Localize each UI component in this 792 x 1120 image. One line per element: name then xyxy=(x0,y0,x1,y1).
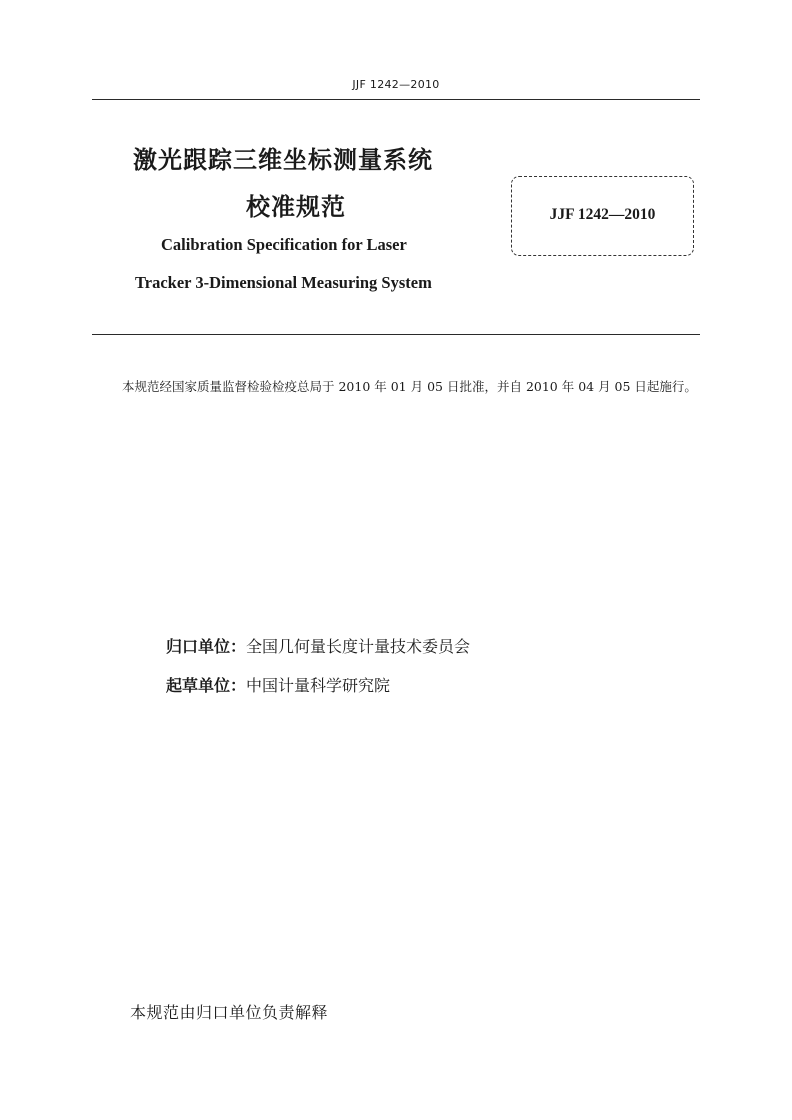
title-english-line-2: Tracker 3-Dimensional Measuring System xyxy=(135,273,432,292)
title-chinese-line-2: 校准规范 xyxy=(246,193,346,221)
approval-statement: 本规范经国家质量监督检验检疫总局于 2010 年 01 月 05 日批准，并自 2010 年 04 月 05 日起施行。 xyxy=(122,379,697,394)
drafting-unit-value: 中国计量科学研究院 xyxy=(246,676,391,695)
title-english-line-1: Calibration Specification for Laser xyxy=(161,235,407,254)
title-chinese-line-1: 激光跟踪三维坐标测量系统 xyxy=(133,146,433,174)
drafting-unit-line xyxy=(166,673,390,696)
header-rule xyxy=(92,99,700,100)
header-document-code: JJF 1242—2010 xyxy=(352,78,440,91)
drafting-unit-label: 起草单位： xyxy=(166,676,247,695)
centralizing-unit-line xyxy=(166,634,470,657)
document-code-box-text: JJF 1242—2010 xyxy=(549,206,656,223)
title-separator-rule xyxy=(92,334,700,335)
centralizing-unit-label: 归口单位： xyxy=(166,637,247,656)
document-code-box xyxy=(511,176,694,256)
interpretation-note: 本规范由归口单位负责解释 xyxy=(130,1003,329,1022)
centralizing-unit-value: 全国几何量长度计量技术委员会 xyxy=(246,637,471,656)
